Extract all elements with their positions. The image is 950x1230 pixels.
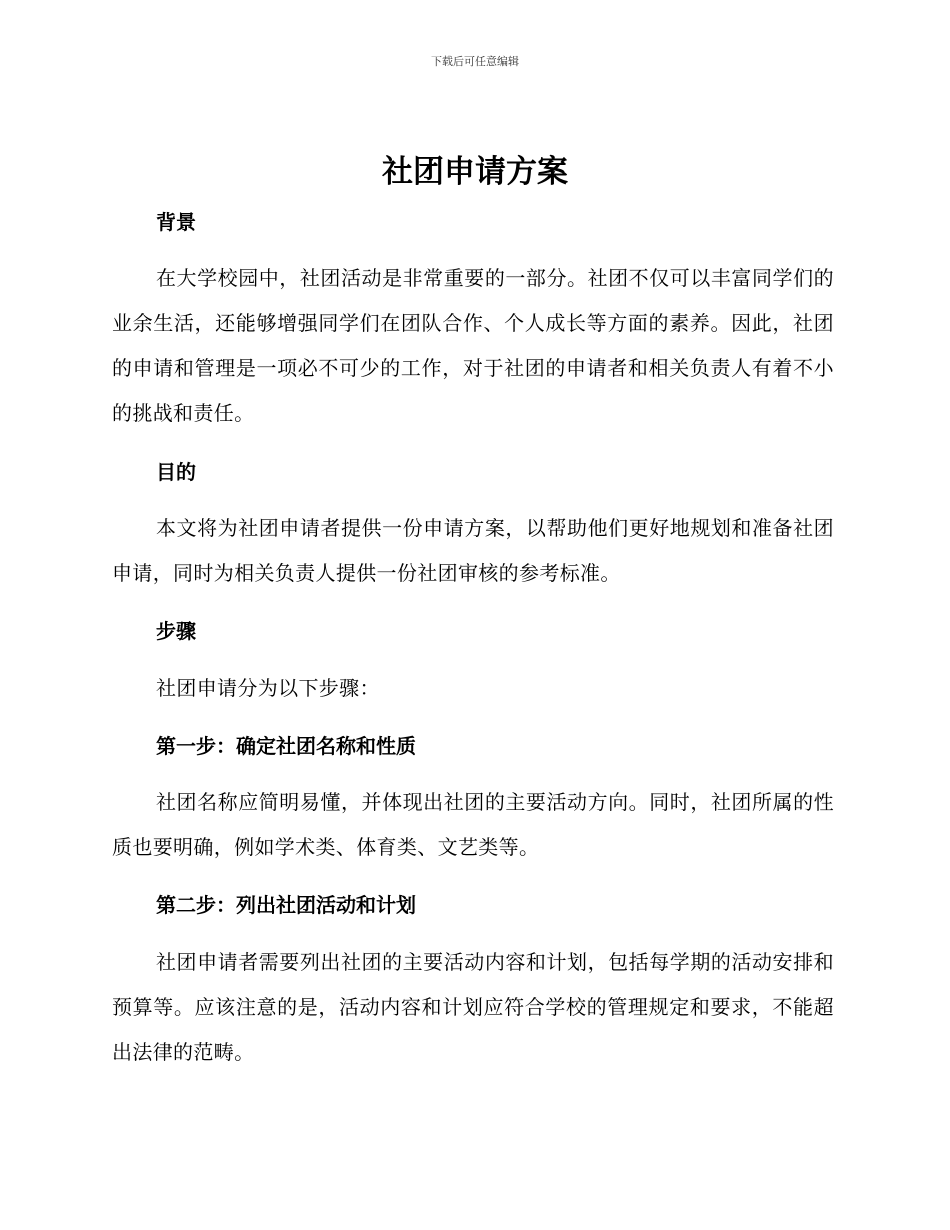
step-two-heading: 第二步：列出社团活动和计划 — [156, 893, 416, 917]
paragraph-purpose: 本文将为社团申请者提供一份申请方案，以帮助他们更好地规划和准备社团申请，同时为相关负责人提供一份社团审核的参考标准。 — [112, 516, 834, 585]
paragraph-steps-intro: 社团申请分为以下步骤： — [156, 676, 380, 700]
paragraph-step-two: 社团申请者需要列出社团的主要活动内容和计划，包括每学期的活动安排和预算等。应该注意的是，活动内容和计划应符合学校的管理规定和要求，不能超出法律的范畴。 — [112, 950, 834, 1064]
step-one-heading: 第一步：确定社团名称和性质 — [156, 734, 416, 758]
document-title: 社团申请方案 — [382, 154, 568, 190]
section-heading-steps: 步骤 — [156, 619, 196, 643]
header-note: 下载后可任意编辑 — [431, 55, 519, 68]
paragraph-background: 在大学校园中，社团活动是非常重要的一部分。社团不仅可以丰富同学们的业余生活，还能够增强同学们在团队合作、个人成长等方面的素养。因此，社团的申请和管理是一项必不可少的工作，对于社团的申请者和相关负责人有着不小的挑战和责任。 — [112, 266, 834, 425]
section-heading-purpose: 目的 — [156, 460, 196, 484]
paragraph-step-one: 社团名称应简明易懂，并体现出社团的主要活动方向。同时，社团所属的性质也要明确，例如学术类、体育类、文艺类等。 — [112, 790, 834, 859]
section-heading-background: 背景 — [156, 210, 196, 234]
